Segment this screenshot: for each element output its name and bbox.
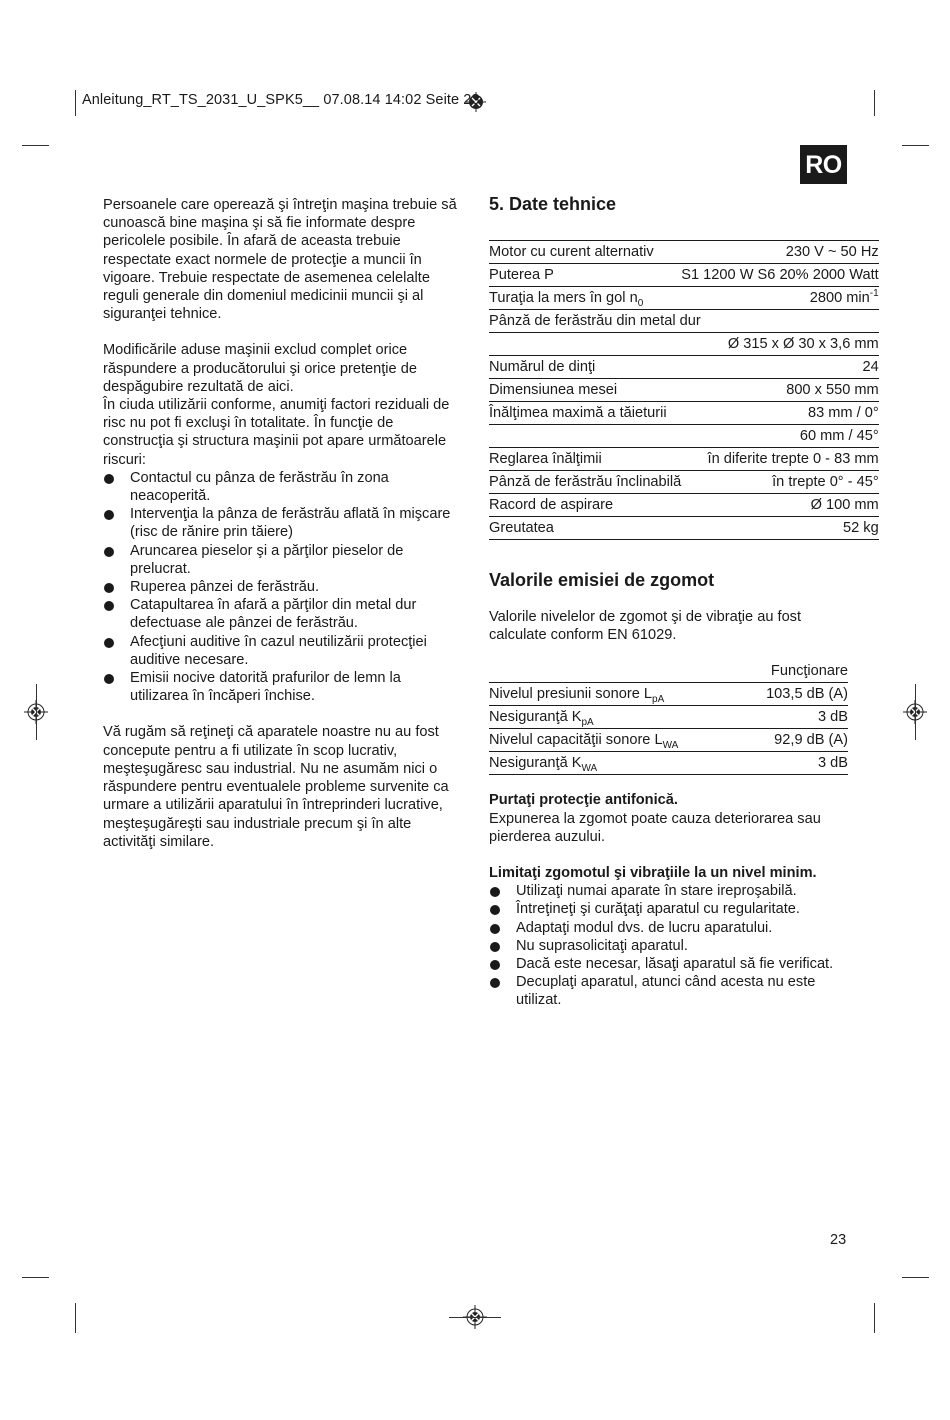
spec-label-text: Nivelul presiunii sonore L: [489, 686, 653, 703]
spec-value: Ø 100 mm: [681, 494, 878, 517]
spec-value: 24: [681, 356, 878, 379]
table-row: [489, 448, 879, 471]
list-item: Dacă este necesar, lăsaţi aparatul să fie verificat.: [489, 955, 848, 973]
spec-label: Greutatea: [489, 517, 681, 540]
print-header: Anleitung_RT_TS_2031_U_SPK5__ 07.08.14 14:02 Seite 23: [82, 92, 480, 108]
table-row: [489, 494, 879, 517]
table-row: [489, 264, 879, 287]
list-item: Intervenţia la pânza de ferăstrău aflată în mişcare (risc de rănire prin tăiere): [103, 505, 458, 541]
list-item: Decuplaţi aparatul, atunci când acesta nu este utilizat.: [489, 973, 848, 1009]
noise-intro: Valorile nivelelor de zgomot şi de vibraţie au fost calculate conform EN 61029.: [489, 609, 802, 644]
tech-heading: 5. Date tehnice: [489, 194, 617, 214]
list-item: Nu suprasolicitaţi aparatul.: [489, 937, 848, 955]
spec-value: 52 kg: [681, 517, 878, 540]
spec-label-text: Nivelul capacităţii sonore L: [489, 732, 663, 749]
left-column: [103, 196, 458, 851]
spec-value: 3 dB: [740, 706, 848, 729]
table-row: [489, 517, 879, 540]
crop-mark-top-right-vertical: [874, 90, 875, 116]
spec-label: Motor cu curent alternativ: [489, 241, 681, 264]
table-row: [489, 402, 879, 425]
noise-heading: Valorile emisiei de zgomot: [489, 570, 715, 590]
spec-label: Puterea P: [489, 264, 681, 287]
language-badge: RO: [800, 145, 847, 184]
hearing-protection-text: Expunerea la zgomot poate cauza deteriorarea sau pierderea auzului.: [489, 810, 821, 845]
spec-label: Dimensiunea mesei: [489, 379, 681, 402]
crop-mark-bottom-left-vertical: [75, 1303, 76, 1333]
spec-value: în trepte 0° - 45°: [681, 471, 878, 494]
spec-value: 83 mm / 0°: [681, 402, 878, 425]
spec-value: în diferite trepte 0 - 83 mm: [681, 448, 878, 471]
spec-label: [489, 706, 740, 729]
spec-value: 92,9 dB (A): [740, 729, 848, 752]
spec-label: [489, 683, 740, 706]
paragraph-usage-note: Vă rugăm să reţineţi că aparatele noastre nu au fost concepute pentru a fi utilizate în scop lucrativ, meşteşugăresc sau industrial. Nu ne asumăm nici o răspundere pentru eventualele probleme survenite ca urmare a utilizării aparatului în întreprinderi lucrative, meşteşugăreşti sau industriale precum şi în alte activităţi similare.: [103, 724, 449, 850]
page-number: 23: [830, 1232, 847, 1248]
spec-value: 60 mm / 45°: [681, 425, 878, 448]
paragraph-residual-risks: În ciuda utilizării conforme, anumiţi factori reziduali de risc nu pot fi excluşi în totalitate. În funcţie de construcţia şi structura maşinii pot apare următoarele riscuri:: [103, 397, 450, 468]
crop-mark-bottom-left-horizontal: [22, 1277, 49, 1278]
crop-mark-top-right-horizontal: [902, 145, 929, 146]
table-row: [489, 752, 848, 775]
spec-label: [489, 752, 740, 775]
spec-label: [489, 287, 681, 310]
registration-line-bottom: [449, 1317, 501, 1318]
table-row: [489, 241, 879, 264]
spec-label-text: Nesiguranţă K: [489, 755, 582, 772]
spec-label: [489, 729, 740, 752]
spec-label: Racord de aspirare: [489, 494, 681, 517]
risk-list: [103, 469, 458, 706]
table-row: [489, 706, 848, 729]
subscript: WA: [581, 763, 598, 775]
subscript: WA: [662, 740, 679, 752]
table-row: [489, 356, 879, 379]
list-item: Afecţiuni auditive în cazul neutilizării protecţiei auditive necesare.: [103, 633, 458, 669]
table-row: [489, 660, 848, 683]
table-row: [489, 310, 879, 333]
spec-value: [681, 287, 878, 310]
list-item: Utilizaţi numai aparate în stare ireproşabilă.: [489, 882, 848, 900]
spec-label-text: Nesiguranţă K: [489, 709, 582, 726]
spec-label: Înălţimea maximă a tăieturii: [489, 402, 681, 425]
spec-label: Numărul de dinţi: [489, 356, 681, 379]
crop-mark-bottom-right-horizontal: [902, 1277, 929, 1278]
subscript: pA: [652, 694, 665, 706]
spec-label-text: Turaţia la mers în gol n: [489, 290, 638, 306]
spec-value: S1 1200 W S6 20% 2000 Watt: [681, 264, 878, 287]
subscript: pA: [581, 717, 594, 729]
list-item: Întreţineţi şi curăţaţi aparatul cu regularitate.: [489, 900, 848, 918]
spec-value: 103,5 dB (A): [740, 683, 848, 706]
list-item: Emisii nocive datorită prafurilor de lemn la utilizarea în încăperi închise.: [103, 669, 458, 705]
list-item: Ruperea pânzei de ferăstrău.: [103, 578, 458, 596]
paragraph-operators: Persoanele care operează şi întreţin maşina trebuie să cunoască bine maşina şi să fie informate despre pericolele posibile. În afară de aceasta trebuie respectate exact normele de protecţie a muncii în vigoare. Trebuie respectate de asemenea celelalte reguli generale din domeniul medicinii muncii şi al siguranţei tehnice.: [103, 197, 457, 323]
noise-column-header: Funcţionare: [740, 660, 848, 683]
spec-value: Ø 315 x Ø 30 x 3,6 mm: [489, 333, 879, 356]
spec-value: 800 x 550 mm: [681, 379, 878, 402]
noise-table: [489, 660, 848, 775]
table-row: [489, 683, 848, 706]
superscript: -1: [869, 288, 879, 300]
spec-value-text: 2800 min: [809, 290, 870, 306]
right-column: [489, 192, 879, 1010]
spec-label-empty: [489, 425, 681, 448]
table-row: [489, 471, 879, 494]
table-row: [489, 333, 879, 356]
paragraph-modifications: Modificările aduse maşinii exclud complet orice răspundere a producătorului şi orice pretenţie de despăgubire rezultată de aici.: [103, 342, 417, 395]
table-row: [489, 425, 879, 448]
noise-tips-list: [489, 882, 848, 1009]
list-item: Catapultarea în afară a părţilor din metal dur defectuase ale pânzei de ferăstrău.: [103, 596, 458, 632]
spec-label-empty: [489, 660, 740, 683]
list-item: Aruncarea pieselor şi a părţilor pieselor de prelucrat.: [103, 542, 458, 578]
table-row: [489, 379, 879, 402]
tech-data-table: [489, 240, 879, 540]
registration-line-left: [36, 684, 37, 740]
table-row: [489, 287, 879, 310]
spec-label: Pânză de ferăstrău din metal dur: [489, 310, 879, 333]
spec-label: Pânză de ferăstrău înclinabilă: [489, 471, 681, 494]
table-row: [489, 729, 848, 752]
crop-mark-bottom-right-vertical: [874, 1303, 875, 1333]
subscript: 0: [637, 297, 644, 309]
limit-noise-title: Limitaţi zgomotul şi vibraţiile la un nivel minim.: [489, 865, 817, 882]
spec-label: Reglarea înălţimii: [489, 448, 681, 471]
spec-value: 3 dB: [740, 752, 848, 775]
registration-line-right: [915, 684, 916, 740]
hearing-protection-title: Purtaţi protecţie antifonică.: [489, 792, 678, 809]
list-item: Adaptaţi modul dvs. de lucru aparatului.: [489, 919, 848, 937]
list-item: Contactul cu pânza de ferăstrău în zona neacoperită.: [103, 469, 458, 505]
spec-value: 230 V ~ 50 Hz: [681, 241, 878, 264]
crop-mark-top-left-vertical: [75, 90, 76, 116]
crop-mark-top-left-horizontal: [22, 145, 49, 146]
